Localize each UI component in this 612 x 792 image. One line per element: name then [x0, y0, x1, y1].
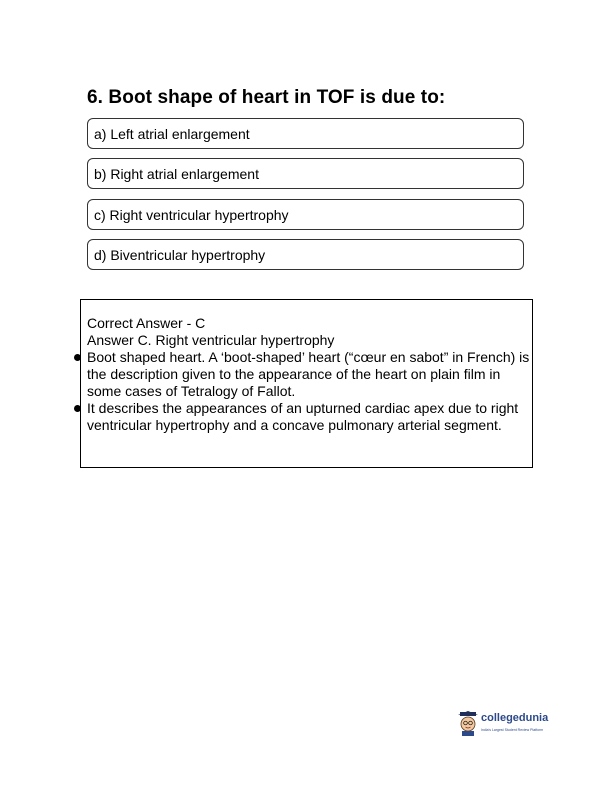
correct-answer-label: Correct Answer - C	[87, 315, 206, 331]
explanation-bullet: It describes the appearances of an upturned cardiac apex due to right ventricular hypertrophy and a concave pulmonary arterial segment.	[87, 400, 519, 433]
question-title: 6. Boot shape of heart in TOF is due to:	[87, 87, 446, 108]
option-b[interactable]: b) Right atrial enlargement	[87, 158, 524, 189]
option-d[interactable]: d) Biventricular hypertrophy	[87, 239, 524, 270]
explanation-bullet: Boot shaped heart. A ‘boot-shaped’ heart (“cœur en sabot” in French) is the description given to the appearance of the heart on plain film in some cases of Tetralogy of Fallot.	[87, 349, 530, 399]
bullet-dot	[74, 354, 81, 361]
option-c[interactable]: c) Right ventricular hypertrophy	[87, 199, 524, 230]
bullet-dot	[74, 405, 81, 412]
brand-tagline: India's Largest Student Review Platform	[481, 728, 544, 732]
option-a[interactable]: a) Left atrial enlargement	[87, 118, 524, 149]
mascot-icon	[457, 710, 479, 736]
answer-explanation-heading: Answer C. Right ventricular hypertrophy	[87, 332, 335, 348]
collegedunia-logo	[457, 707, 567, 739]
brand-name: collegedunia	[481, 712, 549, 724]
